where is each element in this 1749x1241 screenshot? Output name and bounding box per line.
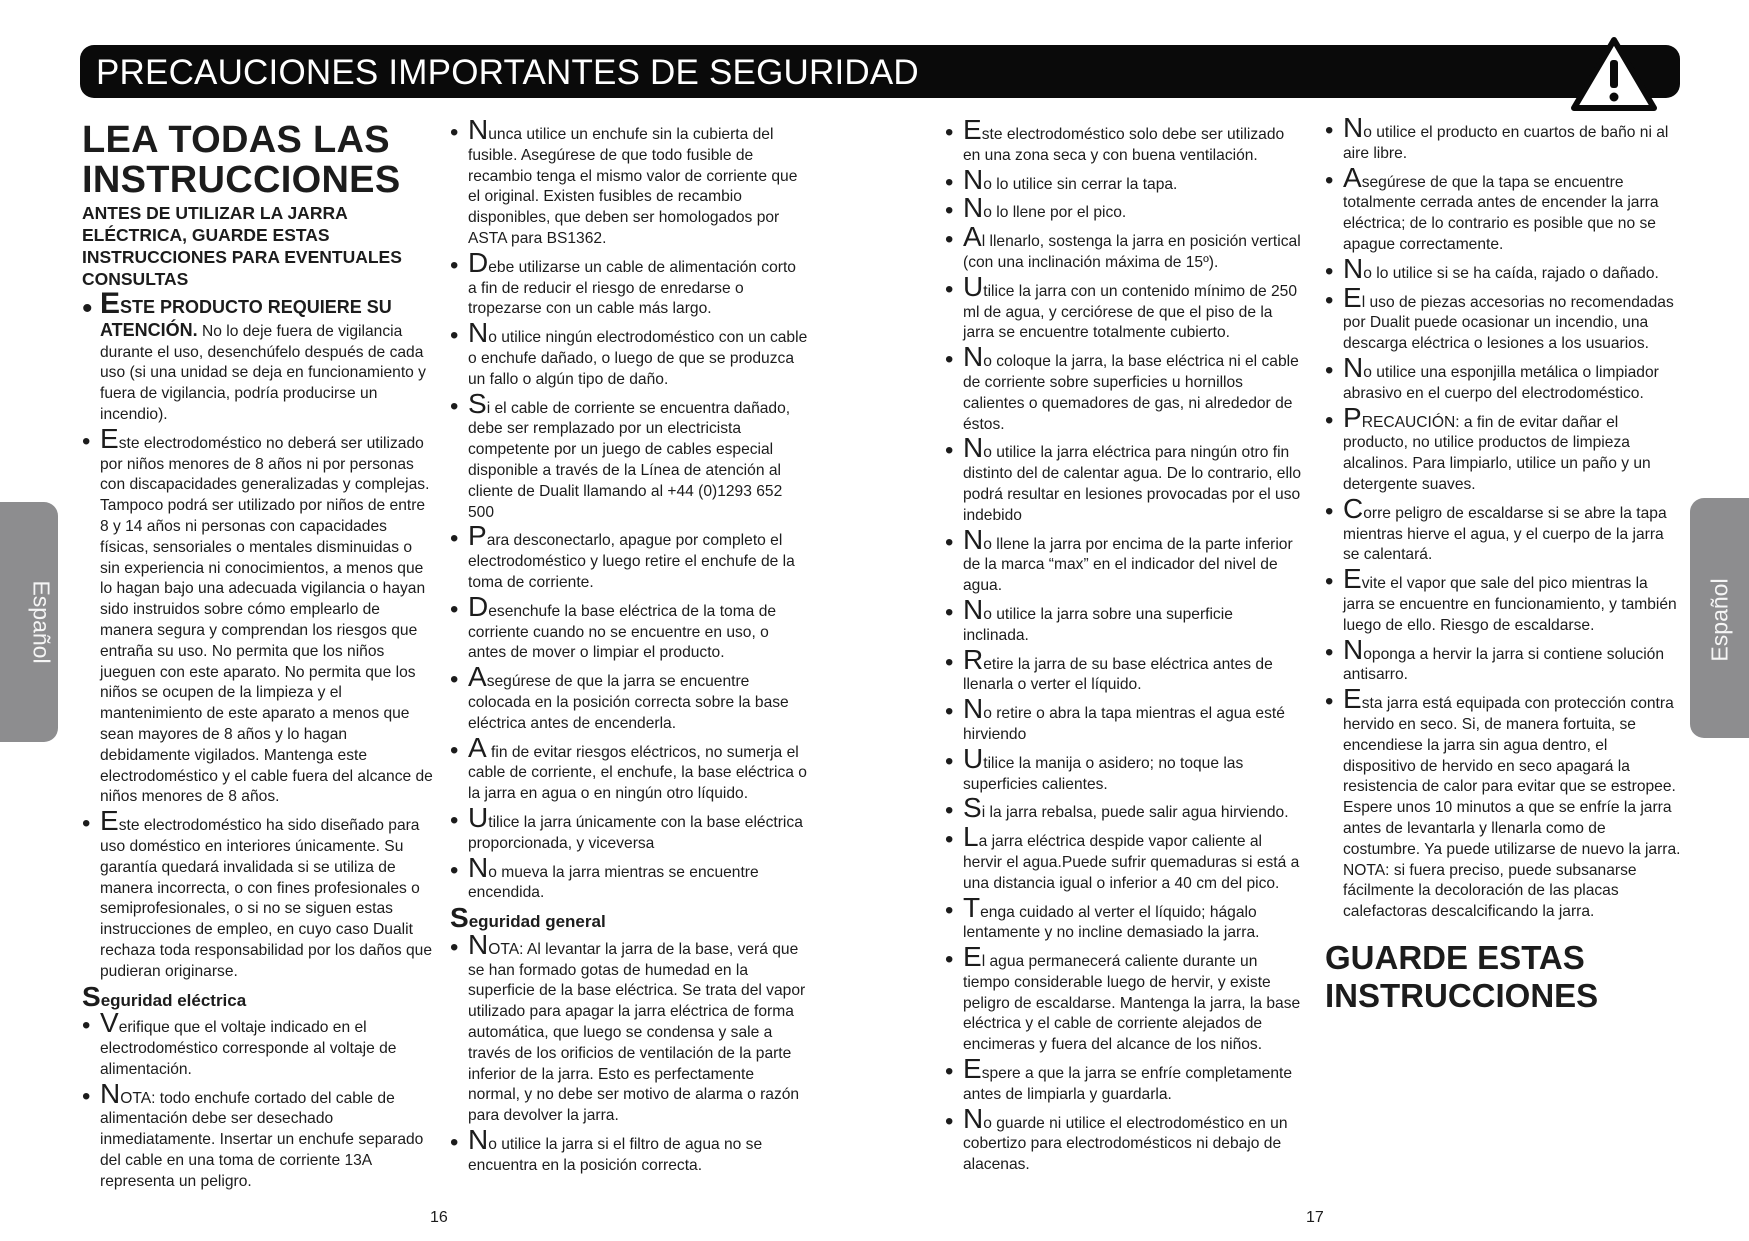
list-item: • El uso de piezas accesorias no recomendadas por Dualit puede ocasionar un incendio, una descarga eléctrica o lesiones a los usuarios. <box>1325 288 1683 355</box>
column-3 <box>945 114 1302 1179</box>
list-item: • No utilice el producto en cuartos de baño ni al aire libre. <box>1325 118 1683 165</box>
page-number-left: 16 <box>430 1209 448 1226</box>
list-item: • No utilice la jarra si el filtro de agua no se encuentra en la posición correcta. <box>450 1130 808 1177</box>
main-heading <box>82 120 435 200</box>
bullet-list <box>450 114 808 904</box>
column-1 <box>82 120 435 1196</box>
page-number-right: 17 <box>1306 1209 1324 1226</box>
list-item: • Evite el vapor que sale del pico mientras la jarra se encuentre en funcionamiento, y también luego de ello. Riesgo de escaldarse. <box>1325 569 1683 636</box>
list-item: • Para desconectarlo, apague por completo el electrodoméstico y luego retire el enchufe de la toma de corriente. <box>450 526 808 593</box>
list-item: • Retire la jarra de su base eléctrica antes de llenarla o verter el líquido. <box>945 650 1302 697</box>
warning-triangle-icon <box>1570 36 1658 114</box>
list-item: • Este electrodoméstico ha sido diseñado para uso doméstico en interiores únicamente. Su garantía quedará invalidada si se utiliza de manera incorrecta, o con fines profesionales o semiprofesionales, o si no se siguen estas instrucciones de empleo, en cuyo caso Dualit rechaza toda responsabilidad por los daños que pudieran originarse. <box>82 811 435 982</box>
lead-bullet <box>82 287 435 426</box>
lead-bold: ESTE PRODUCTO REQUIERE SU ATENCIÓN. <box>100 287 392 340</box>
list-item: • NOTA: Al levantar la jarra de la base, verá que se han formado gotas de humedad en la superficie de la base eléctrica. Se trata del vapor utilizado para apagar la jarra eléctrica de forma automática, que luego se condensa y sale a través de los orificios de ventilación de la parte inferior de la jarra. Esto es perfectamente normal, y no debe ser motivo de alarma o razón para devolver la jarra. <box>450 935 808 1127</box>
list-item: • PRECAUCIÓN: a fin de evitar dañar el producto, no utilice productos de limpieza alcalinos. Para limpiarlo, utilice un paño y un detergente suaves. <box>1325 408 1683 496</box>
list-item: • Tenga cuidado al verter el líquido; hágalo lentamente y no incline demasiado la jarra. <box>945 898 1302 945</box>
main-heading-line2: INSTRUCCIONES <box>82 159 401 201</box>
lead-text: No lo deje fuera de vigilancia durante el uso, desenchúfelo después de cada uso (si una unidad se deja en funcionamiento y fuera de vigilancia, podría producirse un incendio). <box>100 322 426 423</box>
list-item: • Utilice la jarra únicamente con la base eléctrica proporcionada, y viceversa <box>450 808 808 855</box>
bullet-list <box>82 1007 435 1192</box>
language-label-right: Español <box>1706 578 1733 662</box>
list-item: • No utilice la jarra eléctrica para ningún otro fin distinto del de calentar agua. De lo contrario, ello podrá resultar en lesiones provocadas por el uso indebido <box>945 438 1302 526</box>
list-item: • Este electrodoméstico no deberá ser utilizado por niños menores de 8 años ni por personas con discapacidades generalizadas y complejas. Tampoco podrá ser utilizado por niños de entre 8 y 14 años ni personas con capacidades físicas, sensoriales o mentales disminuidas o sin experiencia ni conocimientos, a menos que lo hagan bajo una adecuada vigilancia o hayan sido instruidos sobre cómo emplearlo de manera segura y comprendan los riesgos que entraña su uso. No permita que los niños jueguen con este aparato. No permita que los niños se ocupen de la limpieza y el mantenimiento de este aparato a menos que sean mayores de 8 años y lo hagan debidamente vigilados. Mantenga este electrodoméstico y el cable fuera del alcance de niños menores de 8 años. <box>82 429 435 808</box>
list-item: • Noponga a hervir la jarra si contiene solución antisarro. <box>1325 640 1683 687</box>
column-4 <box>1325 112 1683 1015</box>
bullet-list <box>450 928 808 1177</box>
list-item: • No utilice ningún electrodoméstico con un cable o enchufe dañado, o luego de que se produzca un fallo o algún tipo de daño. <box>450 323 808 390</box>
main-subheading: ANTES DE UTILIZAR LA JARRA ELÉCTRICA, GUARDE ESTAS INSTRUCCIONES PARA EVENTUALES CONSULTAS <box>82 203 402 289</box>
list-item: • Esta jarra está equipada con protección contra hervido en seco. Si, de manera fortuita, se encendiese la jarra sin agua dentro, el dispositivo de hervido en seco apagará la resistencia de calor para evitar que se estropee. Espere unos 10 minutos a que se enfríe la jarra antes de levantarla y llenarla como de costumbre. Ya puede utilizarse de nuevo la jarra. NOTA: si fuera preciso, puede subsanarse fácilmente la decoloración de las placas calefactoras descalcificando la jarra. <box>1325 689 1683 923</box>
list-item: • Verifique que el voltaje indicado en el electrodoméstico corresponde al voltaje de alimentación. <box>82 1013 435 1080</box>
list-item: • El agua permanecerá caliente durante un tiempo considerable luego de hervir, y existe peligro de escaldarse. Mantenga la jarra, la base eléctrica y el cable de corriente alejados de encimeras y fuera del alcance de los niños. <box>945 947 1302 1056</box>
list-item: • Desenchufe la base eléctrica de la toma de corriente cuando no se encuentre en uso, o antes de mover o limpiar el producto. <box>450 597 808 664</box>
list-item: • No utilice una esponjilla metálica o limpiador abrasivo en el cuerpo del electrodoméstico. <box>1325 358 1683 405</box>
section-heading: Seguridad general <box>450 902 606 934</box>
list-item: • NOTA: todo enchufe cortado del cable de alimentación debe ser desechado inmediatamente. Insertar un enchufe separado del cable en una toma de corriente 13A representa un peligro. <box>82 1084 435 1193</box>
list-item: • La jarra eléctrica despide vapor caliente al hervir el agua.Puede sufrir quemaduras si está a una distancia igual o inferior a 40 cm del pico. <box>945 827 1302 894</box>
list-item: • Corre peligro de escaldarse si se abre la tapa mientras hierve el agua, y el cuerpo de la jarra se calentará. <box>1325 499 1683 566</box>
closing-heading <box>1325 939 1683 1015</box>
bullet-list <box>945 114 1302 1176</box>
section-heading: Seguridad eléctrica <box>82 980 247 1012</box>
language-label-left: Español <box>28 580 55 664</box>
list-item: • Este electrodoméstico solo debe ser utilizado en una zona seca y con buena ventilación. <box>945 120 1302 167</box>
list-item: • No retire o abra la tapa mientras el agua esté hirviendo <box>945 699 1302 746</box>
bullet-list <box>82 422 435 983</box>
list-item: • Espere a que la jarra se enfríe completamente antes de limpiarla y guardarla. <box>945 1059 1302 1106</box>
list-item: • No lo utilice si se ha caída, rajado o dañado. <box>1325 259 1683 285</box>
closing-heading-line1: GUARDE ESTAS <box>1325 938 1585 976</box>
list-item: • Nunca utilice un enchufe sin la cubierta del fusible. Asegúrese de que todo fusible de recambio tenga el mismo valor de corriente que el original. Existen fusibles de recambio disponibles, que deben ser homologados por ASTA para BS1362. <box>450 120 808 250</box>
list-item: • Utilice la jarra con un contenido mínimo de 250 ml de agua, y cerciórese de que el piso de la jarra se encuentre totalmente cubierto. <box>945 277 1302 344</box>
main-heading-line1: LEA TODAS LAS <box>82 119 390 161</box>
list-item: • No mueva la jarra mientras se encuentre encendida. <box>450 858 808 905</box>
bullet-list <box>1325 112 1683 923</box>
list-item: • Asegúrese de que la tapa se encuentre totalmente cerrada antes de encender la jarra eléctrica; de lo contrario es posible que no se apague correctamente. <box>1325 168 1683 256</box>
closing-heading-line2: INSTRUCCIONES <box>1325 976 1599 1014</box>
list-item: • No utilice la jarra sobre una superficie inclinada. <box>945 600 1302 647</box>
list-item: • Asegúrese de que la jarra se encuentre colocada en la posición correcta sobre la base eléctrica antes de encenderla. <box>450 667 808 734</box>
list-item: • Si el cable de corriente se encuentra dañado, debe ser remplazado por un electricista competente por un juego de cables especial disponible a través de la Línea de atención al cliente de Dualit llamando al +44 (0)1293 652 500 <box>450 394 808 524</box>
column-2 <box>450 114 808 1180</box>
list-item: • Si la jarra rebalsa, puede salir agua hirviendo. <box>945 798 1302 824</box>
list-item: • No lo llene por el pico. <box>945 198 1302 224</box>
list-item: • A fin de evitar riesgos eléctricos, no sumerja el cable de corriente, el enchufe, la base eléctrica o la jarra en agua o en ningún otro líquido. <box>450 738 808 805</box>
list-item: • No coloque la jarra, la base eléctrica ni el cable de corriente sobre superficies u hornillos calientes o quemadores de gas, ni alrededor de éstos. <box>945 347 1302 435</box>
page-title: PRECAUCIONES IMPORTANTES DE SEGURIDAD <box>96 53 919 92</box>
list-item: • Al llenarlo, sostenga la jarra en posición vertical (con una inclinación máxima de 15º). <box>945 227 1302 274</box>
list-item: • No lo utilice sin cerrar la tapa. <box>945 170 1302 196</box>
list-item: • Utilice la manija o asidero; no toque las superficies calientes. <box>945 749 1302 796</box>
list-item: • Debe utilizarse un cable de alimentación corto a fin de reducir el riesgo de enredarse o tropezarse con un cable más largo. <box>450 253 808 320</box>
list-item: • No llene la jarra por encima de la parte inferior de la marca “max” en el indicador del nivel de agua. <box>945 530 1302 597</box>
list-item: • No guarde ni utilice el electrodoméstico en un cobertizo para electrodomésticos ni debajo de alacenas. <box>945 1109 1302 1176</box>
